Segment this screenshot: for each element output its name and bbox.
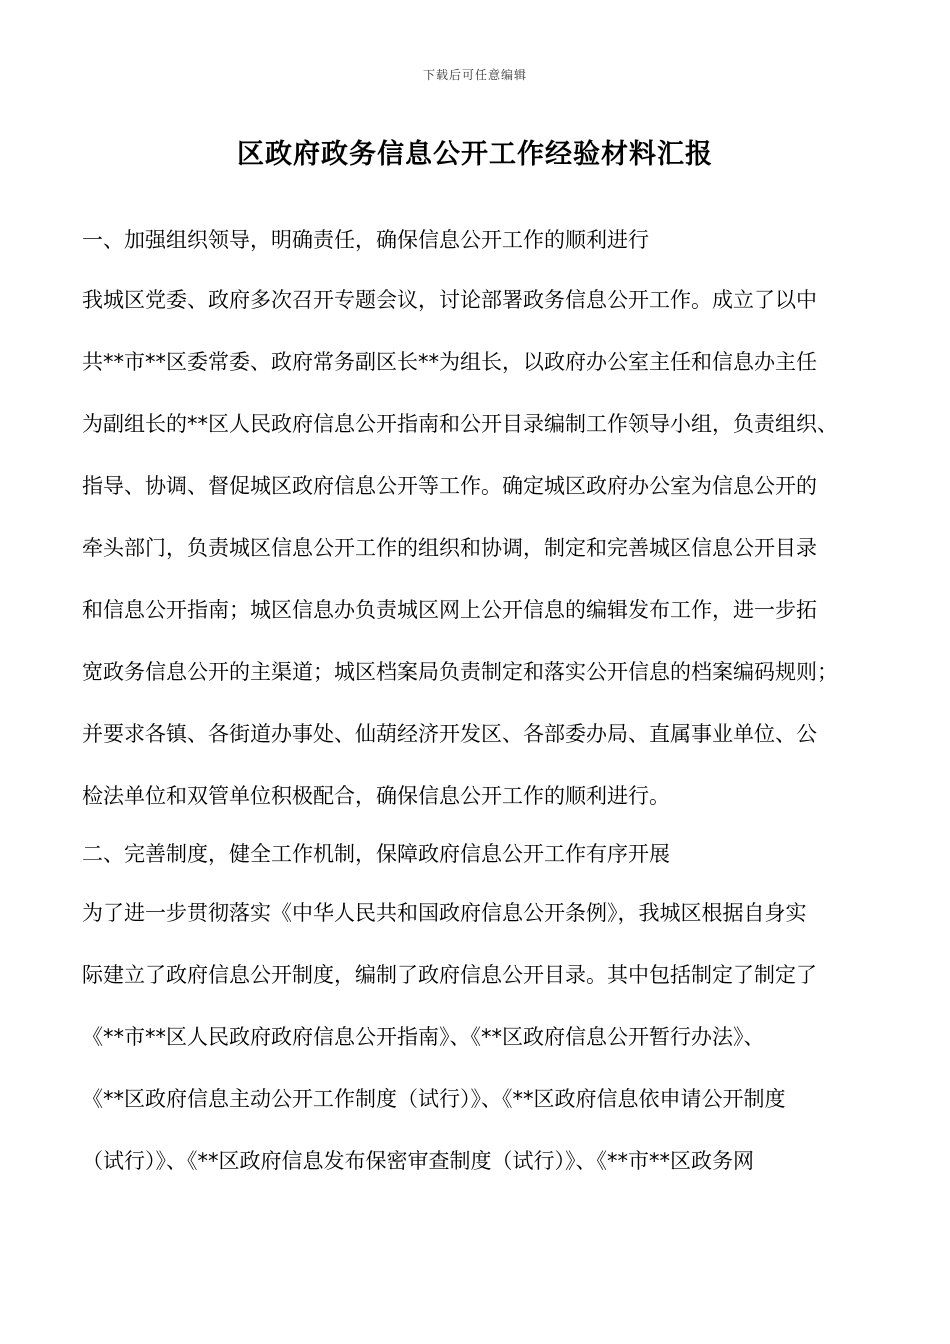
section2-line: （试行）》、《**区政府信息发布保密审查制度（试行）》、《**市**区政务网 bbox=[82, 1149, 754, 1173]
section1-line: 和信息公开指南；城区信息办负责城区网上公开信息的编辑发布工作，进一步拓 bbox=[82, 598, 817, 622]
section1-line: 牵头部门，负责城区信息公开工作的组织和协调，制定和完善城区信息公开目录 bbox=[82, 536, 817, 560]
section1-line: 指导、协调、督促城区政府信息公开等工作。确定城区政府办公室为信息公开的 bbox=[82, 474, 817, 498]
section2-line: 际建立了政府信息公开制度，编制了政府信息公开目录。其中包括制定了制定了 bbox=[82, 963, 817, 987]
section1-line: 我城区党委、政府多次召开专题会议，讨论部署政务信息公开工作。成立了以中 bbox=[82, 288, 817, 312]
section1-line: 为副组长的**区人民政府信息公开指南和公开目录编制工作领导小组，负责组织、 bbox=[82, 412, 838, 436]
section2-line: 《**区政府信息主动公开工作制度（试行）》、《**区政府信息依申请公开制度 bbox=[82, 1087, 786, 1111]
header-note: 下载后可任意编辑 bbox=[422, 68, 527, 82]
section2-line: 为了进一步贯彻落实《中华人民共和国政府信息公开条例》，我城区根据自身实 bbox=[82, 901, 807, 925]
section1-line: 宽政务信息公开的主渠道；城区档案局负责制定和落实公开信息的档案编码规则； bbox=[82, 660, 838, 684]
section2-heading: 二、完善制度，健全工作机制，保障政府信息公开工作有序开展 bbox=[82, 842, 670, 866]
section2-line: 《**市**区人民政府政府信息公开指南》、《**区政府信息公开暂行办法》、 bbox=[82, 1025, 765, 1049]
section1-line: 并要求各镇、各街道办事处、仙葫经济开发区、各部委办局、直属事业单位、公 bbox=[82, 722, 817, 746]
section1-line: 检法单位和双管单位积极配合，确保信息公开工作的顺利进行。 bbox=[82, 784, 670, 808]
section1-line: 共**市**区委常委、政府常务副区长**为组长，以政府办公室主任和信息办主任 bbox=[82, 350, 817, 374]
section1-heading: 一、加强组织领导，明确责任，确保信息公开工作的顺利进行 bbox=[82, 228, 649, 252]
document-title: 区政府政务信息公开工作经验材料汇报 bbox=[237, 139, 713, 170]
